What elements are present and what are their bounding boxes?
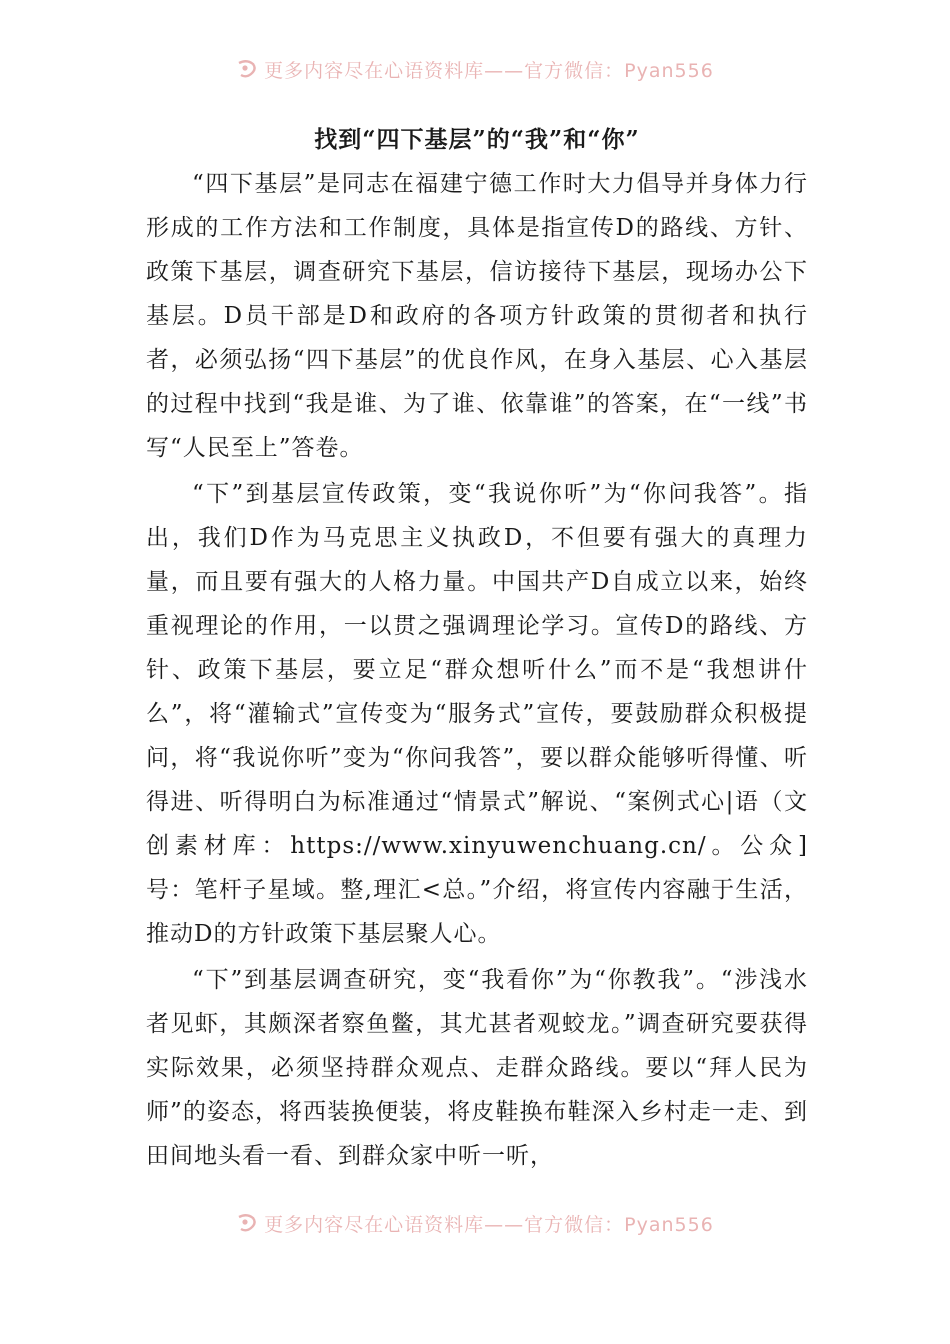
watermark-logo-icon	[236, 1213, 258, 1238]
document-title: 找到“四下基层”的“我”和“你”	[314, 126, 640, 153]
footer-watermark-text: 更多内容尽在心语资料库——官方微信：Pyan556	[264, 1214, 714, 1236]
document-body	[146, 118, 808, 1178]
watermark-logo-icon	[236, 59, 258, 84]
paragraph-3: “下”到基层调查研究，变“我看你”为“你教我”。“涉浅水者见虾，其颇深者察鱼鳖，其尤甚者观蛟龙。”调查研究要获得实际效果，必须坚持群众观点、走群众路线。要以“拜人民为师”的姿态，将西装换便装，将皮鞋换布鞋深入乡村走一走、到田间地头看一看、到群众家中听一听，	[146, 967, 808, 1169]
header-watermark-text: 更多内容尽在心语资料库——官方微信：Pyan556	[264, 60, 714, 82]
footer-watermark	[0, 1210, 950, 1238]
paragraph-2: “下”到基层宣传政策，变“我说你听”为“你问我答”。指出，我们D作为马克思主义执政D，不但要有强大的真理力量，而且要有强大的人格力量。中国共产D自成立以来，始终重视理论的作用，一以贯之强调理论学习。宣传D的路线、方针、政策下基层，要立足“群众想听什么”而不是“我想讲什么”，将“灌输式”宣传变为“服务式”宣传，要鼓励群众积极提问，将“我说你听”变为“你问我答”，要以群众能够听得懂、听得进、听得明白为标准通过“情景式”解说、“案例式心|语（文创素材库：https://www.xinyuwenchuang.cn/。公众]号：笔杆子星域。整,理汇<总。”介绍，将宣传内容融于生活，推动D的方针政策下基层聚人心。	[146, 481, 808, 947]
header-watermark	[0, 56, 950, 84]
paragraph-1: “四下基层”是同志在福建宁德工作时大力倡导并身体力行形成的工作方法和工作制度，具体是指宣传D的路线、方针、政策下基层，调查研究下基层，信访接待下基层，现场办公下基层。D员干部是D和政府的各项方针政策的贯彻者和执行者，必须弘扬“四下基层”的优良作风，在身入基层、心入基层的过程中找到“我是谁、为了谁、依靠谁”的答案，在“一线”书写“人民至上”答卷。	[146, 171, 808, 461]
